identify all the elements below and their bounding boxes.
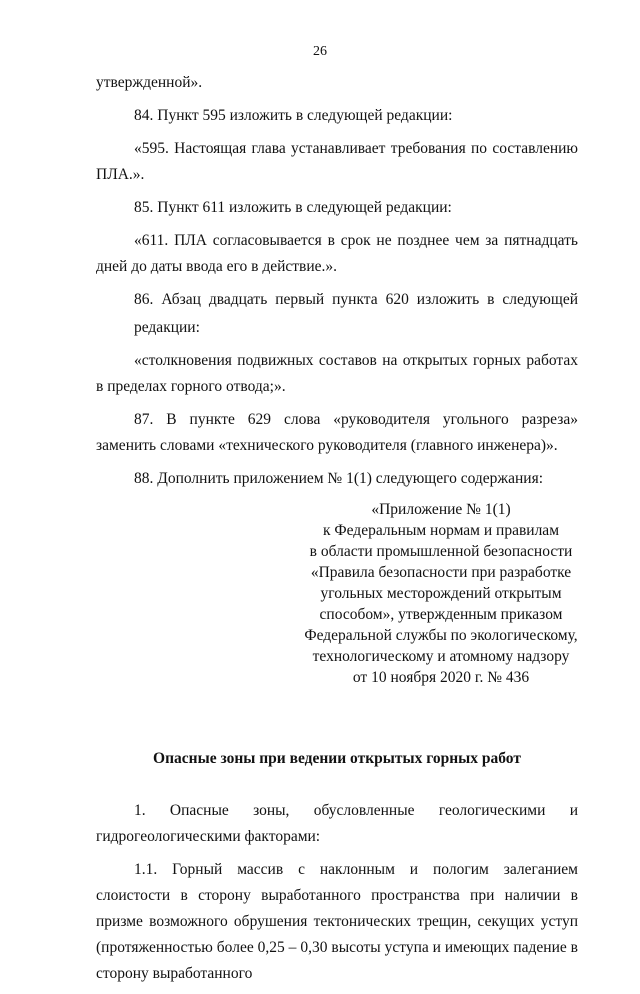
appendix-caption-line: угольных месторождений открытым — [320, 585, 562, 602]
paragraph-item-85: 85. Пункт 611 изложить в следующей редакции: — [134, 199, 452, 216]
appendix-caption-line: в области промышленной безопасности — [309, 543, 573, 560]
appendix-caption-line: способом», утвержденным приказом — [319, 606, 563, 623]
paragraph-item-88: 88. Дополнить приложением № 1(1) следующего содержания: — [134, 470, 544, 487]
paragraph-item-87: 87. В пункте 629 слова «руководителя угольного разреза» заменить словами «технического руководителя (главного инженера)». — [96, 411, 578, 454]
paragraph-item-86-continuation: редакции: — [134, 319, 200, 336]
appendix-caption-line: к Федеральным нормам и правилам — [322, 522, 559, 539]
document-body — [96, 70, 578, 994]
paragraph-quote-collision: «столкновения подвижных составов на открытых горных работах в пределах горного отвода;». — [96, 352, 578, 395]
paragraph-section-1-1: 1.1. Горный массив с наклонным и пологим залеганием слоистости в сторону выработанного пространства при наличии в призме возможного обрушения тектонических трещин, секущих уступ (протяженностью более 0,25 – 0,30 высоты уступа и имеющих падение в сторону выработанного — [96, 861, 578, 982]
paragraph-section-1: 1. Опасные зоны, обусловленные геологическими и гидрогеологическими факторами: — [96, 802, 578, 845]
paragraph-quote-611: «611. ПЛА согласовывается в срок не позднее чем за пятнадцать дней до даты ввода его в действие.». — [96, 232, 578, 275]
paragraph-quote-595: «595. Настоящая глава устанавливает требования по составлению ПЛА.». — [96, 140, 578, 183]
paragraph-item-86: 86. Абзац двадцать первый пункта 620 изложить в следующей — [134, 291, 578, 308]
appendix-caption — [304, 499, 578, 688]
appendix-caption-line: «Правила безопасности при разработке — [310, 564, 572, 581]
paragraph-continuation: утвержденной». — [96, 74, 203, 91]
appendix-caption-line: «Приложение № 1(1) — [371, 501, 511, 518]
appendix-caption-line: Федеральной службы по экологическому, — [304, 627, 578, 644]
appendix-caption-line: от 10 ноября 2020 г. № 436 — [352, 669, 530, 686]
page-number: 26 — [313, 44, 327, 59]
section-heading: Опасные зоны при ведении открытых горных работ — [153, 750, 521, 767]
paragraph-item-84: 84. Пункт 595 изложить в следующей редакции: — [134, 107, 453, 124]
appendix-caption-line: технологическому и атомному надзору — [312, 648, 570, 665]
